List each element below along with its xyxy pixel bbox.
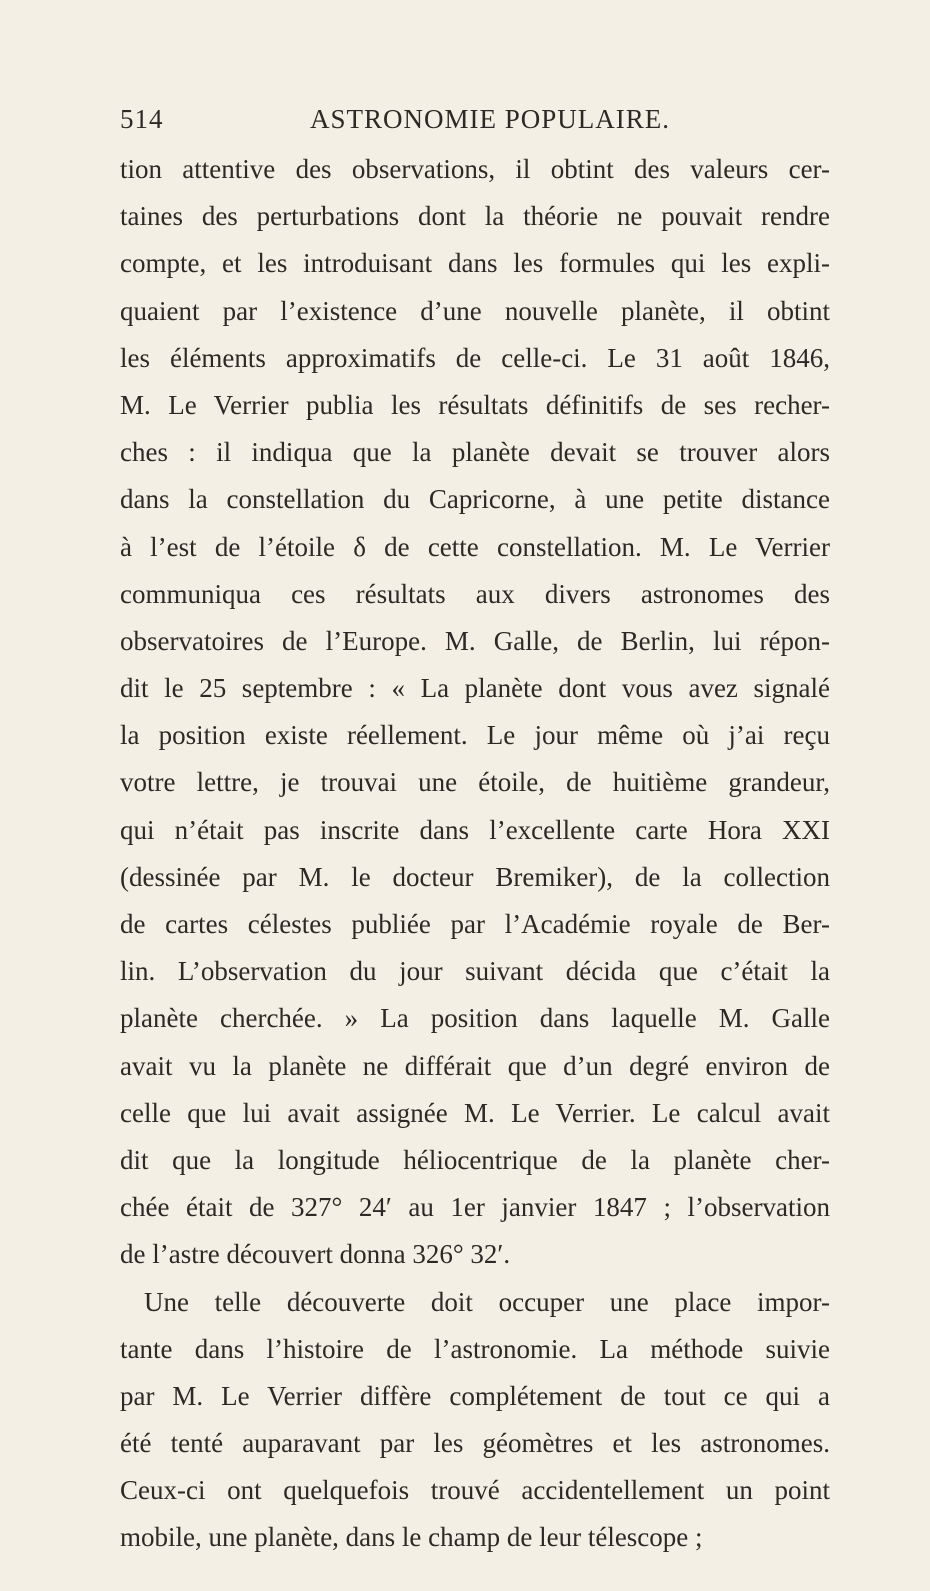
text-line: lin. L’observation du jour suivant décida que c’était la (120, 956, 830, 987)
text-line: été tenté auparavant par les géomètres et les astronomes. (120, 1428, 830, 1459)
text-line: de cartes célestes publiée par l’Académie royale de Ber- (120, 909, 830, 939)
text-line: dit que la longitude héliocentrique de la planète cher- (120, 1144, 830, 1175)
text-line: M. Le Verrier publia les résultats définitifs de ses recher- (120, 389, 830, 420)
text-line: mobile, une planète, dans le champ de leur télescope ; (120, 1522, 703, 1553)
page-number: 514 (120, 104, 164, 134)
text-line: chée était de 327° 24′ au 1er janvier 1847 ; l’observation (120, 1192, 830, 1223)
text-line: dit le 25 septembre : « La planète dont vous avez signalé (120, 673, 830, 704)
text-line: la position existe réellement. Le jour même où j’ai reçu (120, 720, 830, 751)
text-line: les éléments approximatifs de celle-ci. Le 31 août 1846, (120, 342, 830, 373)
text-line: Une telle découverte doit occuper une place impor- (144, 1286, 830, 1317)
text-line: votre lettre, je trouvai une étoile, de huitième grandeur, (120, 767, 830, 798)
text-line: tante dans l’histoire de l’astronomie. La méthode suivie (120, 1333, 830, 1364)
text-line: planète cherchée. » La position dans laquelle M. Galle (120, 1003, 830, 1034)
text-line: Ceux-ci ont quelquefois trouvé accidentellement un point (120, 1475, 830, 1506)
text-line: tion attentive des observations, il obtint des valeurs cer- (120, 154, 830, 184)
text-line: à l’est de l’étoile δ de cette constellation. M. Le Verrier (120, 531, 830, 562)
text-line: dans la constellation du Capricorne, à une petite distance (120, 484, 830, 515)
text-line: communiqua ces résultats aux divers astronomes des (120, 578, 830, 609)
text-line: quaient par l’existence d’une nouvelle planète, il obtint (120, 295, 830, 326)
text-line: observatoires de l’Europe. M. Galle, de Berlin, lui répon- (120, 625, 830, 656)
text-line: taines des perturbations dont la théorie ne pouvait rendre (120, 201, 830, 232)
text-line: celle que lui avait assignée M. Le Verrier. Le calcul avait (120, 1097, 830, 1128)
text-line: ches : il indiqua que la planète devait se trouver alors (120, 437, 830, 468)
page-header (120, 104, 830, 138)
text-line: qui n’était pas inscrite dans l’excellente carte Hora XXI (120, 814, 830, 845)
text-line: de l’astre découvert donna 326° 32′. (120, 1239, 511, 1270)
text-line: compte, et les introduisant dans les formules qui les expli- (120, 248, 830, 279)
body-text (120, 146, 830, 1562)
text-line: avait vu la planète ne différait que d’un degré environ de (120, 1050, 830, 1081)
running-title: ASTRONOMIE POPULAIRE. (310, 104, 671, 134)
text-line: par M. Le Verrier diffère complétement de tout ce qui a (120, 1380, 830, 1411)
text-line: (dessinée par M. le docteur Bremiker), de la collection (120, 861, 830, 892)
